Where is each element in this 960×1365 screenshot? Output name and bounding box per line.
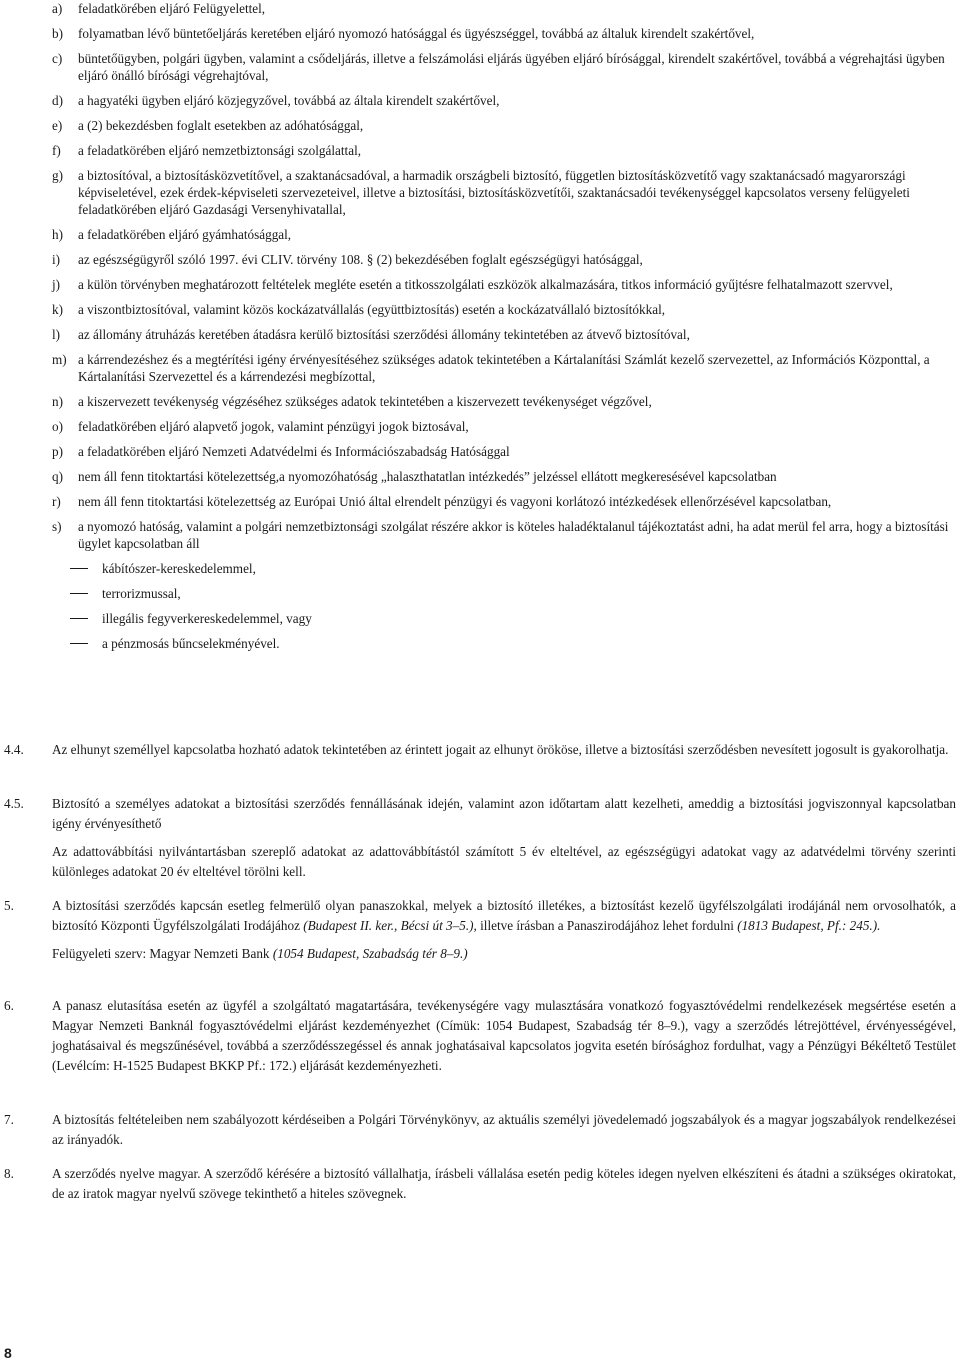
list-item-text: a nyomozó hatóság, valamint a polgári nemzetbiztonsági szolgálat részére akkor is köteles haladéktalanul tájékoztatást adni, ha adat merül fel arra, hogy a biztosítási ügylet kapcsolatban áll <box>78 519 949 551</box>
list-item-marker: q) <box>52 469 63 484</box>
section-body <box>52 794 956 882</box>
list-item <box>30 418 950 435</box>
list-item <box>30 0 950 17</box>
dash-item-text: a pénzmosás bűncselekményével. <box>102 636 280 651</box>
section-number: 8. <box>4 1166 14 1181</box>
supervisor-label: Felügyeleti szerv: Magyar Nemzeti Bank <box>52 946 273 961</box>
list-item <box>30 393 950 410</box>
section-body <box>52 996 956 1076</box>
dash-item-text: illegális fegyverkereskedelemmel, vagy <box>102 611 312 626</box>
list-item-text: büntetőügyben, polgári ügyben, valamint a csődeljárás, illetve a felszámolási eljárás ügyében eljáró bírósággal, kirendelt szakértővel, továbbá a végrehajtási ügyben eljáró önálló bírósági végrehajtóval, <box>78 51 945 83</box>
list-item-marker: i) <box>52 252 61 267</box>
list-item-text: feladatkörében eljáró Felügyelettel, <box>78 1 266 16</box>
section-body <box>52 1164 956 1204</box>
dash-marker <box>70 618 88 619</box>
list-item-marker: m) <box>52 352 67 367</box>
list-item-marker: o) <box>52 419 63 434</box>
list-item-text: a kiszervezett tevékenység végzéséhez szükséges adatok tekintetében a kiszervezett tevékenységet végzővel, <box>78 394 652 409</box>
section-body <box>52 896 956 964</box>
dash-list-item <box>30 610 950 627</box>
complaint-text-cont: illetve írásban a Panaszirodájához lehet fordulni <box>476 918 738 933</box>
section-paragraph: A szerződés nyelve magyar. A szerződő kérésére a biztosító vállalhatja, írásbeli vállalása esetén pedig köteles idegen nyelven elkészíteni és átadni a szükséges okiratokat, de az iratok magyar nyelvű szövege tekinthető a hiteles szövegnek. <box>52 1166 956 1201</box>
list-item-text: folyamatban lévő büntetőeljárás keretében eljáró nyomozó hatósággal és ügyészséggel, továbbá az általuk kirendelt szakértővel, <box>78 26 755 41</box>
section-7 <box>0 1110 960 1150</box>
complaint-office-address: (1813 Budapest, Pf.: 245.). <box>737 918 881 933</box>
list-item-marker: c) <box>52 51 63 66</box>
list-item <box>30 351 950 385</box>
list-item-text: a hagyatéki ügyben eljáró közjegyzővel, továbbá az általa kirendelt szakértővel, <box>78 93 500 108</box>
dash-marker <box>70 593 88 594</box>
list-item <box>30 326 950 343</box>
section-body <box>52 740 956 760</box>
list-item <box>30 92 950 109</box>
list-item <box>30 276 950 293</box>
list-item-text: a viszontbiztosítóval, valamint közös kockázatvállalás (együttbiztosítás) esetén a kockázatvállaló biztosítókkal, <box>78 302 666 317</box>
list-item-text: a külön törvényben meghatározott feltételek megléte esetén a titkosszolgálati eszközök alkalmazására, titkos információ gyűjtésre felhatalmazott szervvel, <box>78 277 893 292</box>
list-item <box>30 518 950 552</box>
list-item <box>30 50 950 84</box>
list-item-marker: r) <box>52 494 61 509</box>
list-item <box>30 443 950 460</box>
list-item <box>30 493 950 510</box>
list-item-text: a (2) bekezdésben foglalt esetekben az adóhatósággal, <box>78 118 364 133</box>
list-item-text: a kárrendezéshez és a megtérítési igény érvényesítéséhez szükséges adatok tekintetében a Kártalanítási Számlát kezelő szervezettel, az Információs Központtal, a Kártalanítási Szervezettel és a kárrendezési megbízottal, <box>78 352 930 384</box>
list-item <box>30 226 950 243</box>
crime-type-list <box>30 560 950 652</box>
list-item-marker: p) <box>52 444 63 459</box>
list-item-text: feladatkörében eljáró alapvető jogok, valamint pénzügyi jogok biztosával, <box>78 419 469 434</box>
section-8 <box>0 1164 960 1204</box>
dash-item-text: kábítószer-kereskedelemmel, <box>102 561 256 576</box>
office-address: (Budapest II. ker., Bécsi út 3–5.), <box>303 918 477 933</box>
complaint-text: A biztosítási szerződés kapcsán esetleg felmerülő olyan panaszokkal, melyek a biztosító illetékes, a biztosítást kezelő ügyfélszolgálati irodájánál nem orvosolhatók, a biztosító Központi Ügyfélszolgálati Irodájához <box>52 898 956 933</box>
list-item-marker: d) <box>52 93 63 108</box>
list-item <box>30 468 950 485</box>
list-item <box>30 142 950 159</box>
section-number: 6. <box>4 998 14 1013</box>
list-item <box>30 301 950 318</box>
list-item-marker: h) <box>52 227 63 242</box>
section-4-4 <box>0 740 960 760</box>
dash-marker <box>70 568 88 569</box>
list-item-marker: a) <box>52 1 63 16</box>
list-item-marker: b) <box>52 26 63 41</box>
list-item-marker: j) <box>52 277 61 292</box>
supervisor-address: (1054 Budapest, Szabadság tér 8–9.) <box>272 946 468 961</box>
list-item-marker: e) <box>52 118 63 133</box>
list-item-marker: g) <box>52 168 63 183</box>
section-number: 4.5. <box>4 796 24 811</box>
section-paragraph: A biztosítás feltételeiben nem szabályozott kérdéseiben a Polgári Törvénykönyv, az aktuális személyi jövedelemadó jogszabályok és a magyar jogszabályok rendelkezései az irányadók. <box>52 1112 956 1147</box>
section-paragraph <box>52 896 956 936</box>
section-5 <box>0 896 960 964</box>
list-item-text: a feladatkörében eljáró gyámhatósággal, <box>78 227 292 242</box>
list-item-text: nem áll fenn titoktartási kötelezettség az Európai Unió által elrendelt pénzügyi és vagyoni korlátozó intézkedések ellenőrzésével kapcsolatban, <box>78 494 832 509</box>
list-item <box>30 167 950 218</box>
section-paragraph: Az elhunyt személlyel kapcsolatba hozható adatok tekintetében az érintett jogait az elhunyt örököse, illetve a biztosítási szerződésben nevesített jogosult is gyakorolhatja. <box>52 742 949 757</box>
dash-list-item <box>30 560 950 577</box>
dash-item-text: terrorizmussal, <box>102 586 181 601</box>
list-item-marker: n) <box>52 394 63 409</box>
section-number: 4.4. <box>4 742 24 757</box>
section-number: 7. <box>4 1112 14 1127</box>
list-item-marker: s) <box>52 519 62 534</box>
list-item-marker: k) <box>52 302 63 317</box>
section-paragraph: Az adattovábbítási nyilvántartásban szereplő adatokat az adattovábbítástól számított 5 év elteltével, az egészségügyi adatokat vagy az adatvédelmi törvény szerinti különleges adatokat 20 év elteltével törölni kell. <box>52 844 956 879</box>
section-body <box>52 1110 956 1150</box>
dash-list-item <box>30 585 950 602</box>
section-4-5 <box>0 794 960 882</box>
list-item-marker: f) <box>52 143 61 158</box>
page-number: 8 <box>4 1345 12 1361</box>
list-item-text: nem áll fenn titoktartási kötelezettség,a nyomozóhatóság „halaszthatatlan intézkedés” jelzéssel ellátott megkeresésével kapcsolatban <box>78 469 777 484</box>
section-paragraph <box>52 944 956 964</box>
list-item-marker: l) <box>52 327 61 342</box>
list-item-text: a biztosítóval, a biztosításközvetítővel, a szaktanácsadóval, a harmadik országbeli biztosító, független biztosításközvetítő vagy szaktanácsadó magyarországi képviseletével, ezek érdek-képviseleti szervezeteivel, illetve a biztosítási, biztosításközvetítői, szaktanácsadói tevékenységgel kapcsolatos verseny felügyeleti feladatkörében eljáró Gazdasági Versenyhivatallal, <box>78 168 910 217</box>
section-paragraph: Biztosító a személyes adatokat a biztosítási szerződés fennállásának idején, valamint azon időtartam alatt kezelheti, ameddig a biztosítási jogviszonnyal kapcsolatban igény érvényesíthető <box>52 796 956 831</box>
section-paragraph: A panasz elutasítása esetén az ügyfél a szolgáltató magatartására, tevékenységére vagy mulasztására vonatkozó fogyasztóvédelmi rendelkezések megsértése esetén a Magyar Nemzeti Banknál fogyasztóvédelmi eljárást kezdeményezhet (Címük: 1054 Budapest, Szabadság tér 8–9.), vagy a szerződés létrejöttével, érvényességével, joghatásaival és megszűnésével, továbbá a szerződésszegéssel és annak joghatásaival kapcsolatos jogvita esetén bírósághoz fordulhat, vagy a Pénzügyi Békéltető Testület (Levélcím: H-1525 Budapest BKKP Pf.: 172.) eljárását kezdeményezheti. <box>52 998 956 1073</box>
list-item <box>30 117 950 134</box>
list-item-text: a feladatkörében eljáró Nemzeti Adatvédelmi és Információszabadság Hatósággal <box>78 444 510 459</box>
disclosure-recipient-list <box>30 0 950 652</box>
list-item-text: az állomány átruházás keretében átadásra kerülő biztosítási szerződési állomány tekintetében az átvevő biztosítóval, <box>78 327 690 342</box>
list-item-text: a feladatkörében eljáró nemzetbiztonsági szolgálattal, <box>78 143 362 158</box>
section-6 <box>0 996 960 1076</box>
list-item <box>30 25 950 42</box>
dash-list-item <box>30 635 950 652</box>
section-number: 5. <box>4 898 14 913</box>
list-item-text: az egészségügyről szóló 1997. évi CLIV. törvény 108. § (2) bekezdésében foglalt egészségügyi hatósággal, <box>78 252 643 267</box>
dash-marker <box>70 643 88 644</box>
list-item <box>30 251 950 268</box>
